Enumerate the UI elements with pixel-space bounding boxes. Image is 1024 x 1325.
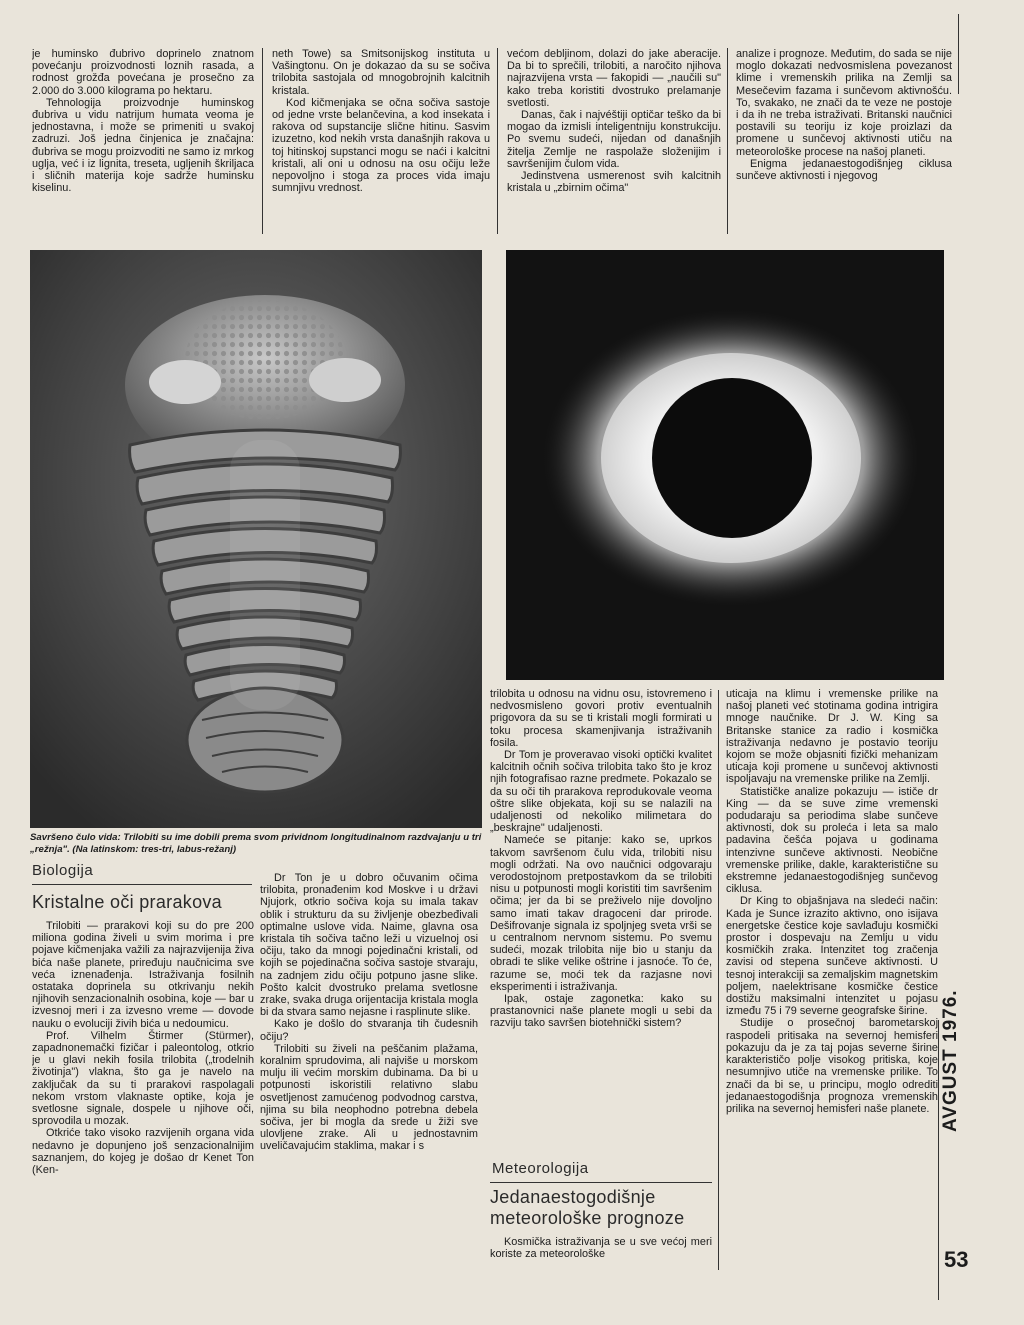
paragraph: Statističke analize pokazuju — ističe dr King — da se suve zime vremenski podudaraju sa periodima slabe sunčeve aktivnosti, dok su proleća i leta sa malo padavina češća pojava u godinama intenzivne sunčeve aktivnosti. Neobične vremenske prilike, dakle, karakteristične su ekstremne jedanaestogodišnjeg sunčevog ciklusa. <box>726 785 938 896</box>
paragraph: Danas, čak i najvéštiji optičar teško da bi mogao da izmisli inteligentniju konstrukciju. Po svemu sudeći, nijedan od današnjih žitelja Zemlje ne raspolaže složenijim i savršenijim čulom vida. <box>507 109 721 170</box>
top-column-2 <box>272 48 490 236</box>
paragraph: Dr Ton je u dobro očuvanim očima trilobita, pronađenim kod Moskve i u državi Njujork, otkrio sočiva koja su imala takav oblik i strukturu da su življenje obezbeđivali optimalne uslove vida. Naime, glavna osa kristala tih sočiva tačno leži u vizuelnoj osi očiju, tako da mnogi pojedinačni kristali, od kojih se pojedinačna sočiva sastoje stvaraju, na zadnjem zidu očiju potpuno jasne slike. Pošto kalcit dvostruko prelama svetlosne zrake, svaka druga orijentacija kristala mogla bi da stvara samo nejasne i rasplinute slike. <box>260 872 478 1019</box>
trilobite-photo <box>30 250 482 828</box>
top-column-3 <box>507 48 721 236</box>
section-label: Biologija <box>32 862 94 879</box>
trilobite-fossil-image <box>30 250 482 828</box>
article1-column <box>32 920 254 1260</box>
photo-caption: Savršeno čulo vida: Trilobiti su ime dobili prema svom prividnom longitudinalnom razdvajanju u tri „režnja". (Na latinskom: tres-tri, labus-režanj) <box>30 832 482 855</box>
footer-rule <box>938 1020 939 1300</box>
section-label: Meteorologija <box>492 1160 589 1177</box>
paragraph: Jedinstvena usmerenost svih kalcitnih kristala u „zbirnim očima" <box>507 170 721 195</box>
paragraph: Nameće se pitanje: kako se, uprkos takvom savršenom čulu vida, trilobiti nisu mogli održati. Na ovo naučnici odgovaraju verodostojnom pretpostavkom da se trilobiti nisu u potpunosti mogli koristiti tim savršenim očima; jer da bi se preživelo nije dovoljno samo imati takav dragoceni dar prirode. Dešifrovanje signala iz spoljnjeg sveta vrši se u centralnom nervnom sistemu. Po svemu sudeći, mozak trilobita nije bio u stanju da obradi te slike velike oštrine i jasnoće. To će, razume se, moći tek da razjasne novi eksperimenti i istraživanja. <box>490 834 712 993</box>
top-column-1 <box>32 48 254 236</box>
article-title: Kristalne oči prarakova <box>32 892 222 912</box>
paragraph: većom debljinom, dolazi do jake aberacije. Da bi to sprečili, trilobiti, a naročito njihova najrazvijena vrsta — fakopidi — „naučili su" kako treba koristiti dvostruko prelamanje svetlosti. <box>507 48 721 109</box>
paragraph: Dr King to objašnjava na sledeći način: Kada je Sunce izrazito aktivno, ono isijava energetske čestice koje savlađuju kosmički prostor i dospevaju na Zemlju u vidu kosmičkih zraka. Intenzitet tog zračenja zavisi od stepena sunčeve aktivnosti. U tesnoj interakciji sa zemaljskim magnetskim poljem, naelektrisane kosmičke čestice dostižu maksimalni intenzitet u pojasu između 75 i 79 severne geografske širine. <box>726 895 938 1018</box>
right-column-2 <box>726 688 938 1268</box>
article-title <box>490 1187 716 1229</box>
paragraph: Studije o prosečnoj barometarskoj raspodeli pritisaka na severnoj hemisferi pokazuju da je za taj pojas severne širine karakterističo polje visokog pritiska, koje nesumnjivo utiče na vremenske prilike. To znači da bi se, u principu, moglo odrediti jedanaestogodišnja prognoza vremenskih prilika na severnoj hemisferi naše planete. <box>726 1017 938 1115</box>
paragraph: Otkriće tako visoko razvijenih organa vida nedavno je dopunjeno još senzacionalnijim saznanjem, do kojeg je došao dr Kenet Ton (Ken- <box>32 1127 254 1177</box>
paragraph: neth Towe) sa Smitsonijskog instituta u Vašingtonu. On je dokazao da su se sočiva trilobita sastojala od mnogobrojnih kalcitnih kristala. <box>272 48 490 97</box>
paragraph: uticaja na klimu i vremenske prilike na našoj planeti već stotinama godina intrigira mnoge naučnike. Dr J. W. King sa Britanske stanice za radio i kosmička istraživanja nedavno je postavio teoriju kojom se može objasniti fizički mehanizam uticaja koji promene u sunčevoj aktivnosti ispoljavaju na vremenske prilike na Zemlji. <box>726 688 938 786</box>
paragraph: Kosmička istraživanja se u sve većoj meri koriste za meteorološke <box>490 1236 712 1261</box>
top-column-4 <box>736 48 952 248</box>
paragraph: Kako je došlo do stvaranja tih čudesnih očiju? <box>260 1018 478 1043</box>
paragraph: Ipak, ostaje zagonetka: kako su prastanovnici naše planete mogli u sebi da razviju tako savršen biotehnički sistem? <box>490 993 712 1030</box>
paragraph: analize i prognoze. Međutim, do sada se nije moglo dokazati nedvosmislena povezanost klime i vremenskih prilika na Zemlji sa Mesečevim fazama i sunčevom aktivnošću. To, svakako, ne znači da te veze ne postoje i da ih ne treba istraživati. Britanski naučnici postavili su teoriju iz koje proizlazi da promene u sunčevoj aktivnosti utiču na meteorološke procese na našoj planeti. <box>736 48 952 158</box>
column-rule <box>727 48 728 234</box>
paragraph: Enigma jedanaestogodišnjeg ciklusa sunčeve aktivnosti i njegovog <box>736 157 952 183</box>
paragraph: Prof. Vilhelm Štirmer (Stürmer), zapadnonemački fizičar i paleontolog, otkrio je u glavi nekih fosila trilobita („trodelnih životinja") vlakna, što ga je navelo na zaključak da su ti prarakovi raspolagali nekom vrstom vlaknaste optike, koja je svetlosne signale, dospele u njihove oči, sprovodila u mozak. <box>32 1029 254 1128</box>
paragraph: Trilobiti — prarakovi koji su do pre 200 miliona godina živeli u svim morima i pre pojave kičmenjaka važili za najrazvijenija živa bića naše planete, priređuju naučnicima sve veća iznenađenja. Istraživanja fosilnih ostataka doprinela su otkrivanju nekih njihovih senzacionalnih osobina, koje — bar u izvesnoj meri i za izvesno vreme — dovode nauku o evoluciji živih bića u nedoumicu. <box>32 920 254 1030</box>
paragraph: Kod kičmenjaka se očna sočiva sastoje od jedne vrste belančevina, a kod insekata i rakova od supstancije slične hitinu. Sasvim izuzetno, kod nekih vrsta današnjih rakova u toj hitinskoj supstanci mogu se naći i kalcitni kristali, ali oni u odnosu na osu očiju leže nepovoljno i stoga za proces vida imaju sumnjivu vrednost. <box>272 96 490 195</box>
column-rule <box>497 48 498 234</box>
column-rule <box>958 14 959 94</box>
heading-rule <box>490 1182 712 1183</box>
paragraph: je huminsko đubrivo doprinelo znatnom povećanju proizvodnosti loznih rasada, a rodnost grožđa povećana je prosečno za 2.000 do 3.000 kilograma po hektaru. <box>32 48 254 97</box>
paragraph: trilobita u odnosu na vidnu osu, istovremeno i nedvosmisleno govori protiv eventualnih prigovora da su se ti kristali mogli formirati u toku procesa skamenjivanja istraživanih fosila. <box>490 688 712 749</box>
paragraph: Trilobiti su živeli na peščanim plažama, koralnim sprudovima, ali najviše u morskom mulju ili većim morskim dubinama. Da bi u potpunosti iskoristili relativno slabu osvetljenost zamućenog podvodnog carstva, njima su bila neophodno potrebna debela sočiva, jer bi mogla da srede u žiži sve ulovljene zrake. Ali u jednostavnim uveličavajućim staklima, makar i s <box>260 1042 478 1153</box>
title-line: Jedanaestogodišnje <box>490 1187 656 1207</box>
issue-date: AVGUST 1976. <box>940 989 961 1132</box>
article2-intro <box>490 1236 712 1266</box>
column-rule <box>718 690 719 1270</box>
paragraph: Dr Tom je proveravao visoki optički kvalitet kalcitnih očnih sočiva trilobita tako što je kroz njih fotografisao razne predmete. Pokazalo se da su oči tih prarakova reprodukovale veoma oštre slike objekata, koji su se nalazili na udaljenosti od nekoliko milimetara do „beskrajne" udaljenosti. <box>490 749 712 835</box>
paragraph: Tehnologija proizvodnje huminskog đubriva u vidu natrijum humata veoma je jednostavna, i može se primeniti u svakoj zadruzi. Još jedna činjenica je značajna: đubriva se mogu proizvoditi ne samo iz mrkog uglja, već i iz lignita, treseta, ugljenih škriljaca i sličnih materija koje sadrže huminsku kiselinu. <box>32 96 254 195</box>
eclipse-corona-image <box>506 250 944 680</box>
solar-eclipse-photo <box>506 250 944 680</box>
title-line: meteorološke prognoze <box>490 1208 685 1228</box>
page-number: 53 <box>944 1247 969 1272</box>
right-column-1 <box>490 688 712 1158</box>
heading-rule <box>32 884 252 885</box>
column-rule <box>262 48 263 234</box>
middle-column <box>260 872 478 1262</box>
